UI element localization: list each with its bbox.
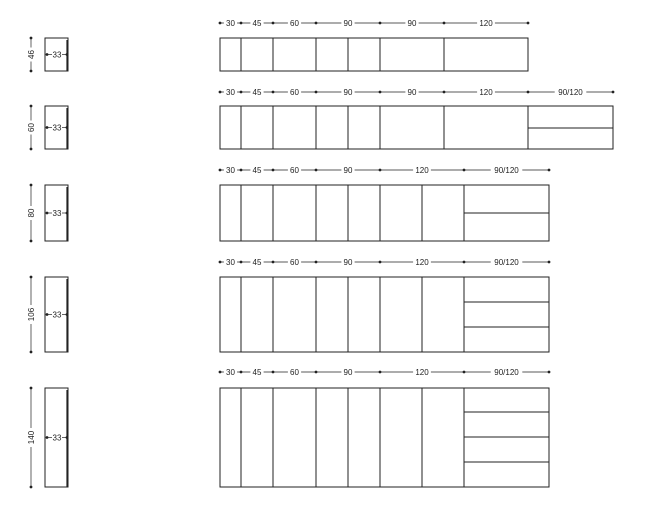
depth-label: 33 [52,209,62,218]
depth-dim-tick [46,126,49,129]
height-dim-tick [30,105,33,108]
module-row-3 [26,165,550,242]
width-dim-tick [379,22,382,25]
height-dim-tick [30,240,33,243]
front-view-outline [220,38,528,71]
width-label: 60 [290,258,299,267]
width-dim-tick [379,371,382,374]
width-label: 30 [226,258,235,267]
width-label: 45 [252,368,262,377]
width-label: 30 [226,368,235,377]
width-label: 30 [226,19,235,28]
depth-dim-tick [66,212,69,215]
module-row-4 [26,257,550,353]
depth-dim-tick [66,126,69,129]
width-dim-tick [240,22,243,25]
width-label: 90 [407,88,417,97]
width-label: 60 [290,19,299,28]
width-label: 60 [290,368,299,377]
width-dim-tick [219,169,222,172]
depth-dim-tick [46,212,49,215]
width-label: 90/120 [558,88,583,97]
width-dim-tick [315,371,318,374]
depth-dim-tick [66,313,69,316]
depth-dim-tick [66,436,69,439]
width-dim-tick [315,91,318,94]
module-row-5 [26,367,550,488]
height-dim-tick [30,37,33,40]
module-row-2 [26,87,614,150]
width-dim-tick [463,169,466,172]
depth-label: 33 [52,123,62,133]
width-dim-tick [612,91,615,94]
height-dim-tick [30,486,33,489]
width-label: 90/120 [494,258,519,267]
width-dim-tick [219,91,222,94]
depth-label: 33 [52,310,62,320]
width-label: 120 [415,258,429,267]
depth-label: 33 [52,50,62,60]
width-dim-tick [527,91,530,94]
width-dim-tick [219,22,222,25]
width-dim-tick [240,91,243,94]
width-label: 90/120 [494,166,519,175]
width-label: 60 [290,166,299,175]
width-dim-tick [272,169,275,172]
width-label: 90 [343,88,353,97]
depth-label: 33 [52,433,62,443]
width-dim-tick [379,169,382,172]
width-label: 120 [479,88,493,97]
width-label: 90 [343,368,353,377]
depth-dim-tick [46,53,49,56]
width-label: 30 [226,88,235,97]
width-label: 45 [252,166,262,175]
height-dim-tick [30,387,33,390]
width-dim-tick [219,261,222,264]
width-dim-tick [443,22,446,25]
height-dim-tick [30,148,33,151]
width-dim-tick [443,91,446,94]
height-dim-tick [30,351,33,354]
width-label: 90 [343,166,353,175]
diagram-root [26,18,614,488]
width-dim-tick [463,261,466,264]
width-dim-tick [272,91,275,94]
width-dim-tick [527,22,530,25]
width-dim-tick [272,371,275,374]
width-label: 120 [415,368,429,377]
front-view-outline [220,277,549,352]
height-dim-tick [30,184,33,187]
width-dim-tick [379,261,382,264]
width-dim-tick [315,169,318,172]
height-label: 106 [27,307,36,322]
module-row-1 [26,18,529,72]
width-dim-tick [240,371,243,374]
width-label: 45 [252,88,262,97]
depth-dim-tick [46,313,49,316]
width-label: 90 [407,19,417,28]
width-label: 90/120 [494,368,519,377]
height-label: 46 [27,50,36,59]
width-label: 45 [252,19,262,28]
width-dim-tick [219,371,222,374]
width-dim-tick [463,371,466,374]
width-label: 45 [252,258,262,267]
height-dim-tick [30,276,33,279]
width-dim-tick [240,261,243,264]
width-dim-tick [272,261,275,264]
width-label: 30 [226,166,235,175]
height-label: 140 [27,430,36,445]
width-dim-tick [315,261,318,264]
width-dim-tick [315,22,318,25]
width-dim-tick [272,22,275,25]
height-dim-tick [30,70,33,73]
width-dim-tick [240,169,243,172]
width-label: 60 [290,88,299,97]
height-label: 60 [27,123,36,132]
width-label: 120 [479,19,493,28]
depth-dim-tick [66,53,69,56]
height-label: 80 [27,208,36,218]
width-dim-tick [379,91,382,94]
width-label: 120 [415,166,429,175]
width-dim-tick [548,371,551,374]
width-label: 90 [343,19,353,28]
width-dim-tick [548,169,551,172]
width-dim-tick [548,261,551,264]
depth-dim-tick [46,436,49,439]
width-label: 90 [343,258,353,267]
